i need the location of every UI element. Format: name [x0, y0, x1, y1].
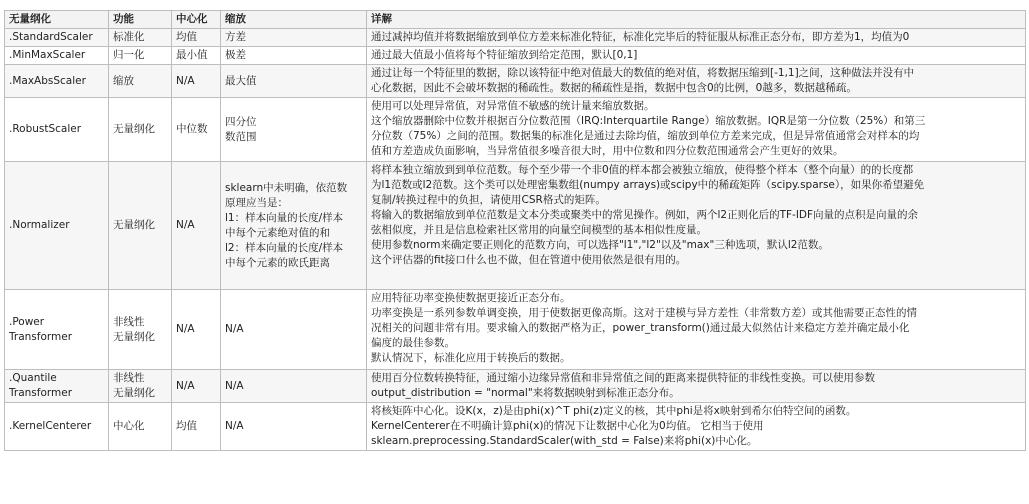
details-cell-line: 复制/转换过程中的负担，请使用CSR格式的矩阵。 — [371, 194, 606, 206]
scaling-cell — [221, 29, 367, 47]
scaling-cell-line: 方差 — [225, 31, 246, 43]
table-row — [5, 98, 1026, 162]
scaling-cell-line: l1：样本向量的长度/样本 — [225, 211, 344, 224]
scalers-table — [4, 10, 1026, 451]
details-cell-line: 通过最大值最小值将每个特征缩放到给定范围，默认[0,1] — [371, 49, 638, 61]
scaling-cell-line: N/A — [225, 420, 244, 432]
function-cell: 缩放 — [109, 65, 172, 98]
table-row — [5, 162, 1026, 290]
table-row — [5, 65, 1026, 98]
details-cell-line: 这个评估器的fit接口什么也不做，但在管道中使用依然是很有用的。 — [371, 254, 687, 266]
details-cell-line: 通过让每一个特征里的数据，除以该特征中绝对值最大的数值的绝对值，将数据压缩到[-1,1]之间，这种做法并没有中 — [371, 67, 915, 79]
centering-cell: 中位数 — [172, 98, 221, 162]
details-cell — [367, 47, 1026, 65]
centering-cell: N/A — [172, 370, 221, 403]
table-row — [5, 370, 1026, 403]
details-cell-line: 使用可以处理异常值，对异常值不敏感的统计量来缩放数据。 — [371, 100, 655, 112]
scaling-cell — [221, 403, 367, 451]
scaling-cell-line: N/A — [225, 379, 244, 392]
scaler-name-cell: .RobustScaler — [5, 98, 109, 162]
scaling-cell — [221, 162, 367, 290]
function-cell — [109, 290, 172, 370]
scaler-name-cell: .Normalizer — [5, 162, 109, 290]
scaling-cell-line: 四分位 — [225, 115, 257, 128]
header-cell-scaling: 缩放 — [221, 11, 367, 29]
function-cell-line: 非线性 — [113, 315, 145, 328]
scaler-name-cell: .MinMaxScaler — [5, 47, 109, 65]
table-body — [5, 29, 1026, 451]
centering-cell: N/A — [172, 162, 221, 290]
table-row — [5, 290, 1026, 370]
scaling-cell-line: 极差 — [225, 49, 246, 61]
scaler-name-cell — [5, 370, 109, 403]
scaler-name-cell-line: Transformer — [9, 330, 73, 343]
details-cell-line: output_distribution = "normal"来将数据映射到标准正态分布。 — [371, 387, 680, 399]
details-cell — [367, 65, 1026, 98]
scaling-cell — [221, 47, 367, 65]
details-cell-line: 使用参数norm来确定要正则化的范数方向，可以选择"l1","l2"以及"max"三种选项，默认l2范数。 — [371, 239, 829, 251]
centering-cell: N/A — [172, 290, 221, 370]
scaling-cell-line: sklearn中未明确，依范数 — [225, 181, 348, 194]
centering-cell: 均值 — [172, 29, 221, 47]
details-cell-line: 分位数（75%）之间的范围。数据集的标准化是通过去除均值，缩放到单位方差来完成，但是异常值通常会对样本的均 — [371, 130, 920, 142]
details-cell-line: 使用百分位数转换特征，通过缩小边缘异常值和非异常值之间的距离来提供特征的非线性变换。可以使用参数 — [371, 372, 875, 384]
header-cell-scaler: 无量纲化 — [5, 11, 109, 29]
scaler-name-cell — [5, 290, 109, 370]
scaling-cell — [221, 65, 367, 98]
details-cell-line: 将核矩阵中心化。设K(x，z)是由phi(x)^T phi(z)定义的核，其中phi是将x映射到希尔伯特空间的函数。 — [371, 405, 857, 417]
scaler-name-cell: .StandardScaler — [5, 29, 109, 47]
details-cell-line: 弦相似度，并且是信息检索社区常用的向量空间模型的基本相似性度量。 — [371, 224, 707, 236]
table-container — [4, 10, 1026, 451]
details-cell — [367, 370, 1026, 403]
scaling-cell — [221, 98, 367, 162]
details-cell-line: 值和方差造成负面影响，当异常值很多噪音很大时，用中位数和四分位数范围通常会产生更好的效果。 — [371, 145, 844, 157]
scaling-cell-line: 最大值 — [225, 74, 257, 87]
centering-cell: 最小值 — [172, 47, 221, 65]
details-cell-line: 通过减掉均值并将数据缩放到单位方差来标准化特征，标准化完毕后的特征服从标准正态分布，即方差为1，均值为0 — [371, 31, 910, 43]
details-cell-line: 应用特征功率变换使数据更接近正态分布。 — [371, 292, 571, 304]
details-cell-line: 心化数据，因此不会破坏数据的稀疏性。数据的稀疏性是指，数据中包含0的比例，0越多，数据越稀疏。 — [371, 82, 857, 94]
table-row — [5, 403, 1026, 451]
centering-cell: N/A — [172, 65, 221, 98]
function-cell — [109, 370, 172, 403]
centering-cell: 均值 — [172, 403, 221, 451]
scaling-cell-line: 中每个元素的欧氏距离 — [225, 256, 330, 269]
details-cell — [367, 162, 1026, 290]
scaler-name-cell-line: .Power — [9, 315, 45, 328]
function-cell: 归一化 — [109, 47, 172, 65]
details-cell-line: KernelCenterer在不明确计算phi(x)的情况下让数据中心化为0均值。 它相当于使用 — [371, 420, 764, 432]
scaler-name-cell: .KernelCenterer — [5, 403, 109, 451]
function-cell: 标准化 — [109, 29, 172, 47]
table-row — [5, 29, 1026, 47]
function-cell-line: 无量纲化 — [113, 330, 155, 343]
details-cell — [367, 290, 1026, 370]
details-cell-line: 况相关的问题非常有用。要求输入的数据严格为正，power_transform()通过最大似然估计来稳定方差并确定最小化 — [371, 322, 910, 334]
header-cell-function: 功能 — [109, 11, 172, 29]
details-cell-line: 为l1范数或l2范数。这个类可以处理密集数组(numpy arrays)或scipy中的稀疏矩阵（scipy.sparse），如果你希望避免 — [371, 179, 925, 191]
scaler-name-cell-line: .Quantile — [9, 372, 57, 384]
scaling-cell — [221, 290, 367, 370]
scaling-cell-line: 中每个元素绝对值的和 — [225, 226, 330, 239]
details-cell-line: 这个缩放器删除中位数并根据百分位数范围（IRQ:Interquartile Range）缩放数据。IQR是第一分位数（25%）和第三 — [371, 115, 926, 127]
details-cell-line: 功率变换是一系列参数单调变换，用于使数据更像高斯。这对于建模与异方差性（非常数方差）或其他需要正态性的情 — [371, 307, 917, 319]
details-cell — [367, 29, 1026, 47]
header-cell-details: 详解 — [367, 11, 1026, 29]
function-cell: 中心化 — [109, 403, 172, 451]
scaling-cell — [221, 370, 367, 403]
details-cell-line: 将样本独立缩放到到单位范数。每个至少带一个非0值的样本都会被独立缩放，使得整个样本（整个向量）的的长度都 — [371, 164, 914, 176]
scaling-cell-line: l2：样本向量的长度/样本 — [225, 241, 344, 254]
function-cell-line: 无量纲化 — [113, 387, 155, 399]
scaling-cell-line: 数范围 — [225, 130, 257, 143]
function-cell-line: 非线性 — [113, 372, 145, 384]
details-cell-line: sklearn.preprocessing.StandardScaler(with_std = False)来将phi(x)中心化。 — [371, 435, 758, 447]
function-cell: 无量纲化 — [109, 98, 172, 162]
details-cell-line: 偏度的最佳参数。 — [371, 337, 455, 349]
details-cell-line: 将输入的数据缩放到单位范数是文本分类或聚类中的常见操作。例如，两个l2正则化后的TF-IDF向量的点积是向量的余 — [371, 209, 919, 221]
scaling-cell-line: N/A — [225, 323, 244, 335]
details-cell — [367, 403, 1026, 451]
details-cell — [367, 98, 1026, 162]
header-cell-centering: 中心化 — [172, 11, 221, 29]
scaling-cell-line: 原理应当是： — [225, 196, 288, 209]
table-row — [5, 47, 1026, 65]
header-row — [5, 11, 1026, 29]
function-cell: 无量纲化 — [109, 162, 172, 290]
details-cell-line: 默认情况下，标准化应用于转换后的数据。 — [371, 352, 571, 364]
scaler-name-cell-line: Transformer — [9, 387, 73, 399]
scaler-name-cell: .MaxAbsScaler — [5, 65, 109, 98]
